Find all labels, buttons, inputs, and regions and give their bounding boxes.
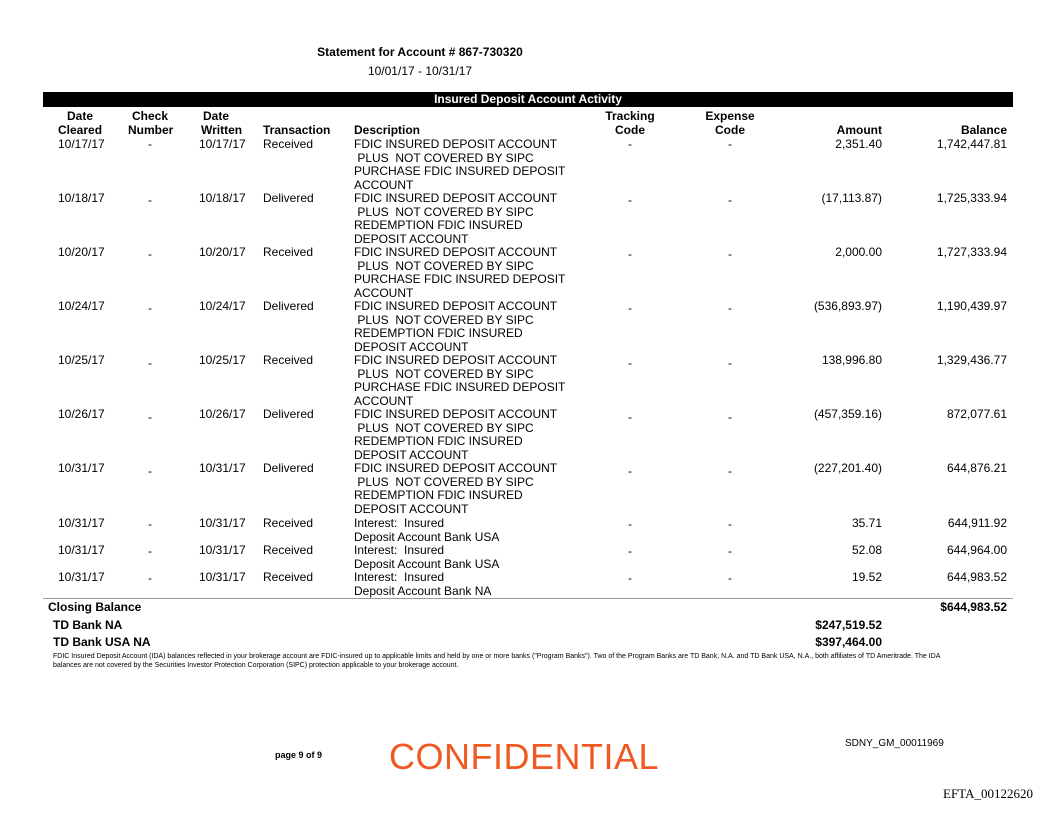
date-written: 10/24/17 [199,299,246,313]
header-tracking-code: Tracking Code [605,109,655,137]
closing-balance-value: $644,983.52 [940,600,1007,614]
date-written: 10/31/17 [199,570,246,584]
section-title-bar: Insured Deposit Account Activity [43,92,1013,107]
description: Interest: Insured Deposit Account Bank USA [354,543,500,571]
divider [43,598,1013,599]
date-cleared: 10/31/17 [58,543,105,557]
check-number: - [148,247,152,261]
date-cleared: 10/20/17 [58,245,105,259]
expense-code: - [728,464,732,478]
date-cleared: 10/25/17 [58,353,105,367]
expense-code: - [728,247,732,261]
description: Interest: Insured Deposit Account Bank USA [354,516,500,544]
transaction-type: Received [263,570,314,584]
balance: 644,964.00 [946,543,1007,557]
check-number: - [148,410,152,424]
amount: (457,359.16) [813,407,882,421]
closing-balance-label: Closing Balance [48,600,142,614]
bates-number: SDNY_GM_00011969 [845,738,944,749]
balance: 1,190,439.97 [936,299,1007,313]
check-number: - [148,571,152,585]
amount: 19.52 [851,570,882,584]
description: FDIC INSURED DEPOSIT ACCOUNT PLUS NOT COVERED BY SIPC REDEMPTION FDIC INSURED DEPOSIT ACCOUNT [354,461,558,516]
header-description: Description [354,123,421,137]
date-cleared: 10/31/17 [58,570,105,584]
date-written: 10/31/17 [199,543,246,557]
tracking-code: - [628,301,632,315]
expense-code: - [728,301,732,315]
tracking-code: - [628,356,632,370]
check-number: - [148,137,152,151]
date-cleared: 10/26/17 [58,407,105,421]
tracking-code: - [628,544,632,558]
balance: 1,727,333.94 [936,245,1007,259]
date-written: 10/17/17 [199,137,246,151]
expense-code: - [728,193,732,207]
tracking-code: - [628,247,632,261]
transaction-type: Received [263,353,314,367]
balance: 1,725,333.94 [936,191,1007,205]
header-date-cleared: Date Cleared [58,109,103,137]
expense-code: - [728,410,732,424]
date-cleared: 10/31/17 [58,516,105,530]
header-check-number: Check Number [128,109,174,137]
page-number: page 9 of 9 [275,750,323,760]
expense-code: - [728,517,732,531]
amount: (227,201.40) [813,461,882,475]
description: FDIC INSURED DEPOSIT ACCOUNT PLUS NOT COVERED BY SIPC REDEMPTION FDIC INSURED DEPOSIT ACCOUNT [354,299,558,354]
bank-amount: $247,519.52 [815,618,882,632]
amount: 2,000.00 [835,245,882,259]
tracking-code: - [628,464,632,478]
transaction-type: Delivered [263,407,314,421]
balance: 1,742,447.81 [936,137,1007,151]
description: FDIC INSURED DEPOSIT ACCOUNT PLUS NOT COVERED BY SIPC PURCHASE FDIC INSURED DEPOSIT ACCOUNT [354,137,566,192]
amount: 52.08 [851,543,882,557]
balance: 644,983.52 [946,570,1007,584]
date-written: 10/31/17 [199,516,246,530]
description: FDIC INSURED DEPOSIT ACCOUNT PLUS NOT COVERED BY SIPC REDEMPTION FDIC INSURED DEPOSIT ACCOUNT [354,407,558,462]
transaction-type: Received [263,245,314,259]
balance: 644,876.21 [946,461,1007,475]
tracking-code: - [628,137,632,151]
header-date-written: Date Written [201,109,243,137]
date-cleared: 10/31/17 [58,461,105,475]
check-number: - [148,193,152,207]
amount: (17,113.87) [821,191,882,205]
description: FDIC INSURED DEPOSIT ACCOUNT PLUS NOT COVERED BY SIPC PURCHASE FDIC INSURED DEPOSIT ACCOUNT [354,353,566,408]
amount: (536,893.97) [813,299,882,313]
confidential-stamp: CONFIDENTIAL [389,736,660,777]
expense-code: - [728,356,732,370]
date-written: 10/26/17 [199,407,246,421]
check-number: - [148,301,152,315]
balance: 644,911.92 [947,516,1007,530]
date-written: 10/31/17 [199,461,246,475]
tracking-code: - [628,193,632,207]
date-cleared: 10/17/17 [58,137,105,151]
description: FDIC INSURED DEPOSIT ACCOUNT PLUS NOT COVERED BY SIPC REDEMPTION FDIC INSURED DEPOSIT ACCOUNT [354,191,558,246]
date-written: 10/20/17 [199,245,246,259]
header-balance: Balance [960,123,1007,137]
header-amount: Amount [836,123,882,137]
date-cleared: 10/18/17 [58,191,105,205]
transaction-type: Delivered [263,299,314,313]
header-transaction: Transaction [263,123,331,137]
date-written: 10/25/17 [199,353,246,367]
date-cleared: 10/24/17 [58,299,105,313]
bank-name: TD Bank NA [53,618,123,632]
tracking-code: - [628,571,632,585]
transaction-type: Delivered [263,191,314,205]
expense-code: - [728,544,732,558]
check-number: - [148,517,152,531]
description: FDIC INSURED DEPOSIT ACCOUNT PLUS NOT COVERED BY SIPC PURCHASE FDIC INSURED DEPOSIT ACCOUNT [354,245,566,300]
transaction-type: Received [263,543,314,557]
document-id: EFTA_00122620 [943,786,1033,801]
check-number: - [148,464,152,478]
transaction-type: Received [263,516,314,530]
bank-amount: $397,464.00 [815,635,882,649]
balance: 872,077.61 [946,407,1007,421]
balance: 1,329,436.77 [936,353,1007,367]
tracking-code: - [628,517,632,531]
date-written: 10/18/17 [199,191,246,205]
transaction-type: Delivered [263,461,314,475]
expense-code: - [728,571,732,585]
bank-name: TD Bank USA NA [53,635,151,649]
tracking-code: - [628,410,632,424]
footnote: FDIC Insured Deposit Account (IDA) balances reflected in your brokerage account are FDIC-insured up to applicable limits and held by one or more banks ("Program Banks"). Two of the Program Banks are TD Bank, N.A. and TD Bank USA, N.A., both affiliates of TD Ameritrade. The IDA balances are not covered by the Securities Investor Protection Corporation (SIPC) protection applicable to your brokerage account. [53,653,941,669]
check-number: - [148,544,152,558]
check-number: - [148,356,152,370]
statement-period: 10/01/17 - 10/31/17 [367,64,473,78]
amount: 138,996.80 [821,353,882,367]
amount: 2,351.40 [835,137,882,151]
header-expense-code: Expense Code [705,109,755,137]
statement-title: Statement for Account # 867-730320 [317,45,523,59]
amount: 35.71 [851,516,882,530]
transaction-type: Received [263,137,314,151]
description: Interest: Insured Deposit Account Bank NA [354,570,492,598]
expense-code: - [728,137,732,151]
